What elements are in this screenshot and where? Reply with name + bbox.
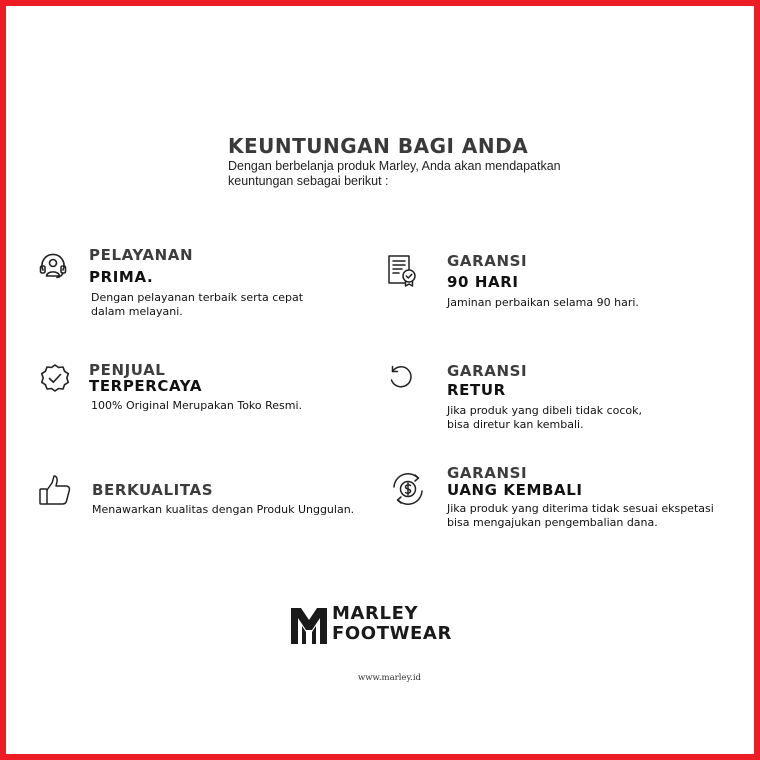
benefit-desc [447,404,642,432]
benefit-title-line-1: GARANSI [447,464,528,482]
benefit-desc-line-1: Jika produk yang diterima tidak sesuai ekspetasi [447,502,714,515]
money-back-icon [388,472,428,506]
verified-badge-icon [38,362,72,396]
benefit-desc-line-2: bisa diretur kan kembali. [447,418,584,431]
page-title: KEUNTUNGAN BAGI ANDA [228,134,529,158]
thumbs-up-icon [38,473,72,507]
benefit-title [89,247,193,286]
intro-line-2: keuntungan sebagai berikut : [228,174,389,188]
benefit-title [89,362,202,395]
intro-text [228,159,608,189]
benefit-desc-line-2: dalam melayani. [91,305,183,318]
benefit-desc-line-1: Menawarkan kualitas dengan Produk Unggulan. [92,503,355,516]
benefit-desc [92,503,354,517]
benefit-desc [91,291,303,319]
marley-logo-mark-icon [290,606,328,646]
benefit-title-line-2: TERPERCAYA [89,377,203,395]
brand-logo [290,604,490,648]
intro-line-1: Dengan berbelanja produk Marley, Anda akan mendapatkan [228,159,561,173]
refresh-arrow-icon [383,359,417,393]
support-agent-icon [36,249,70,283]
benefit-desc-line-1: 100% Original Merupakan Toko Resmi. [91,399,303,412]
benefit-desc-line-1: Jika produk yang dibeli tidak cocok, [447,404,643,417]
benefit-title-line-2: 90 HARI [447,273,519,291]
benefit-title-line-2: UANG KEMBALI [447,481,583,499]
website-url: www.marley.id [358,673,421,683]
benefit-title-line-2: RETUR [447,381,506,399]
benefit-desc-line-1: Dengan pelayanan terbaik serta cepat [91,291,304,304]
benefit-title-line-1: PELAYANAN [89,246,194,264]
benefit-title-line-1: GARANSI [447,362,528,380]
brand-name-line-1: MARLEY [332,603,419,624]
benefit-title-line-1: PENJUAL [89,361,166,379]
benefit-title-line-1: GARANSI [447,252,528,270]
benefit-title [92,482,213,499]
benefit-title-line-2: PRIMA. [89,268,154,286]
benefit-title-line-1: BERKUALITAS [92,481,214,499]
brand-name [332,604,452,644]
benefit-desc [447,296,639,310]
benefit-desc [447,502,714,530]
benefit-desc [91,399,302,413]
benefit-title [447,465,583,499]
benefit-title [447,363,527,399]
benefit-title [447,253,527,291]
brand-name-line-2: FOOTWEAR [332,623,452,644]
benefit-desc-line-1: Jaminan perbaikan selama 90 hari. [447,296,639,309]
benefit-desc-line-2: bisa mengajukan pengembalian dana. [447,516,658,529]
certificate-document-icon [384,253,418,287]
